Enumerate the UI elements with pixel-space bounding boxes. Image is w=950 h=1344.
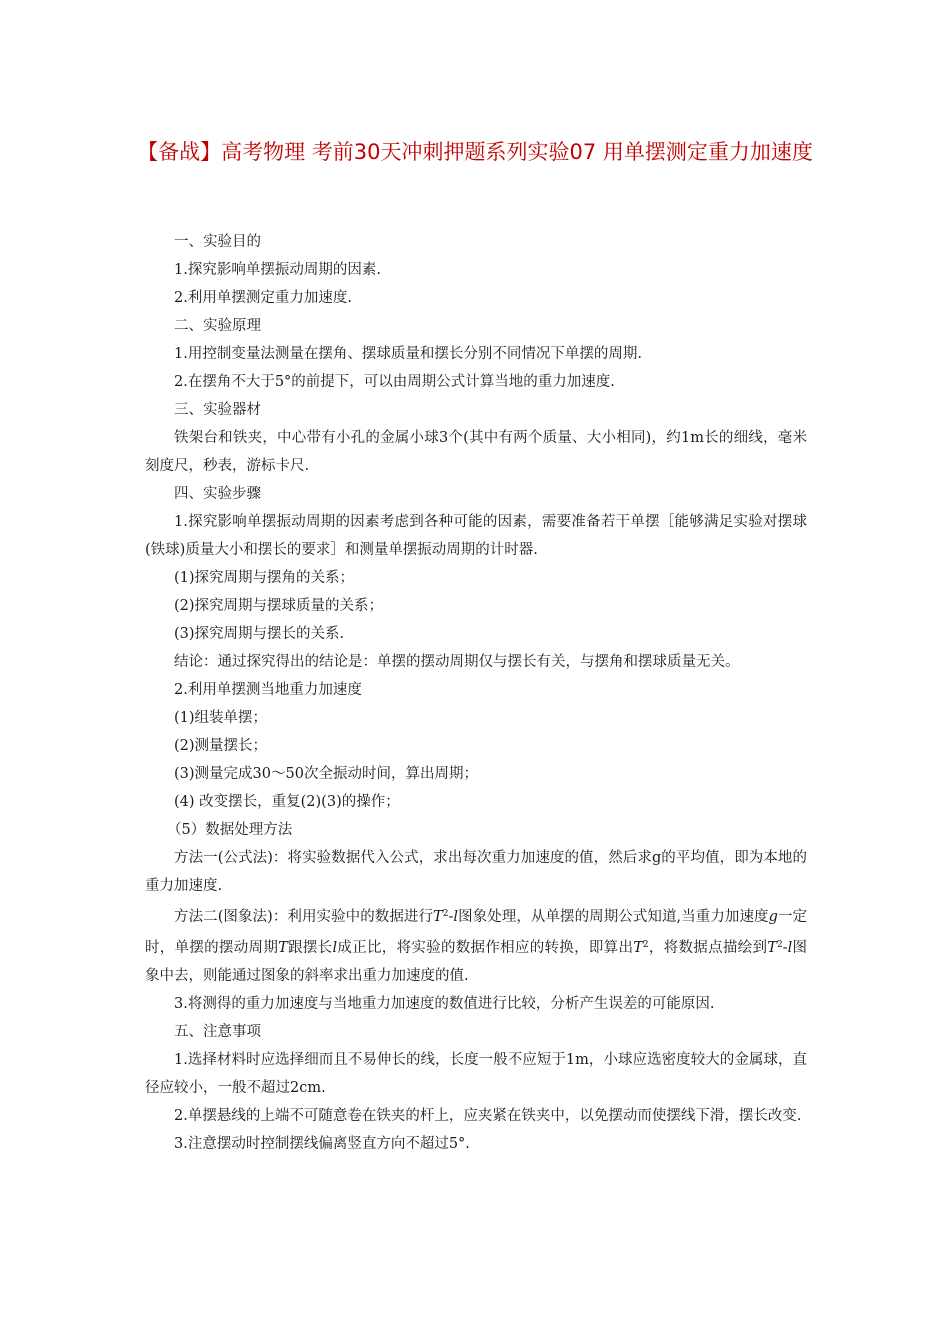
- text: 方法二(图象法)：利用实验中的数据进行: [174, 909, 434, 925]
- symbol-l: l: [453, 909, 458, 925]
- paragraph-method-one: 方法一(公式法)：将实验数据代入公式，求出每次重力加速度的值，然后求g的平均值，即为本地的重力加速度.: [145, 850, 807, 894]
- section-heading-purpose: 一、实验目的: [174, 234, 261, 250]
- section-heading-notes: 五、注意事项: [174, 1024, 261, 1040]
- paragraph: 2.利用单摆测定重力加速度.: [174, 290, 352, 306]
- symbol-T: T: [633, 940, 643, 956]
- paragraph: 3.注意摆动时控制摆线偏离竖直方向不超过5°.: [174, 1136, 470, 1152]
- paragraph-method-two: [145, 900, 807, 990]
- symbol-l: l: [332, 940, 338, 956]
- symbol-T: T: [433, 909, 443, 925]
- paragraph: 2.单摆悬线的上端不可随意卷在铁夹的杆上，应夹紧在铁夹中，以免摆动而使摆线下滑，摆长改变.: [174, 1108, 802, 1124]
- paragraph: 1.探究影响单摆振动周期的因素.: [174, 262, 381, 278]
- text: 成正比，将实验的数据作相应的转换，即算出: [337, 940, 634, 956]
- document-title: 【备战】高考物理 考前30天冲刺押题系列实验07 用单摆测定重力加速度: [137, 140, 813, 165]
- paragraph: (2)测量摆长；: [174, 738, 268, 754]
- paragraph: (1)探究周期与摆角的关系；: [174, 570, 355, 586]
- section-heading-principle: 二、实验原理: [174, 318, 261, 334]
- text: -: [448, 909, 454, 925]
- symbol-T: T: [278, 940, 288, 956]
- symbol-g: g: [768, 909, 778, 925]
- text: 图象中去，则能通过图象的斜率求出重力加速度的值.: [145, 940, 808, 984]
- superscript: 2: [642, 940, 649, 950]
- paragraph: 2.利用单摆测当地重力加速度: [174, 682, 362, 698]
- paragraph: (4) 改变摆长，重复(2)(3)的操作；: [174, 794, 400, 810]
- symbol-T: T: [767, 940, 777, 956]
- paragraph: (2)探究周期与摆球质量的关系；: [174, 598, 384, 614]
- section-heading-steps: 四、实验步骤: [174, 486, 261, 502]
- paragraph: (1)组装单摆；: [174, 710, 268, 726]
- paragraph: 1.用控制变量法测量在摆角、摆球质量和摆长分别不同情况下单摆的周期.: [174, 346, 642, 362]
- symbol-l: l: [787, 940, 793, 956]
- paragraph: 2.在摆角不大于5°的前提下，可以由周期公式计算当地的重力加速度.: [174, 374, 615, 390]
- paragraph: 1.选择材料时应选择细而且不易伸长的线，长度一般不应短于1m，小球应选密度较大的金属球，直径应较小，一般不超过2cm.: [145, 1052, 807, 1096]
- paragraph: 铁架台和铁夹，中心带有小孔的金属小球3个(其中有两个质量、大小相同)，约1m长的细线，毫米刻度尺，秒表，游标卡尺.: [145, 430, 807, 474]
- text: ，将数据点描绘到: [648, 940, 768, 956]
- paragraph-conclusion: 结论：通过探究得出的结论是：单摆的摆动周期仅与摆长有关，与摆角和摆球质量无关。: [174, 654, 740, 670]
- section-heading-equipment: 三、实验器材: [174, 402, 261, 418]
- paragraph: （5）数据处理方法: [167, 822, 293, 838]
- paragraph: 1.探究影响单摆振动周期的因素考虑到各种可能的因素，需要准备若干单摆［能够满足实验对摆球(铁球)质量大小和摆长的要求］和测量单摆振动周期的计时器.: [145, 514, 807, 558]
- superscript: 2: [442, 909, 449, 919]
- text: 一定时，单摆的摆动周期: [145, 909, 808, 956]
- document-body: [145, 228, 807, 1158]
- text: -: [782, 940, 788, 956]
- paragraph: (3)测量完成30～50次全振动时间，算出周期；: [174, 766, 478, 782]
- paragraph: (3)探究周期与摆长的关系.: [174, 626, 345, 642]
- superscript: 2: [776, 940, 783, 950]
- paragraph: 3.将测得的重力加速度与当地重力加速度的数值进行比较，分析产生误差的可能原因.: [174, 996, 715, 1012]
- text: 跟摆长: [287, 940, 333, 956]
- text: 图象处理，从单摆的周期公式知道,当重力加速度: [458, 909, 769, 925]
